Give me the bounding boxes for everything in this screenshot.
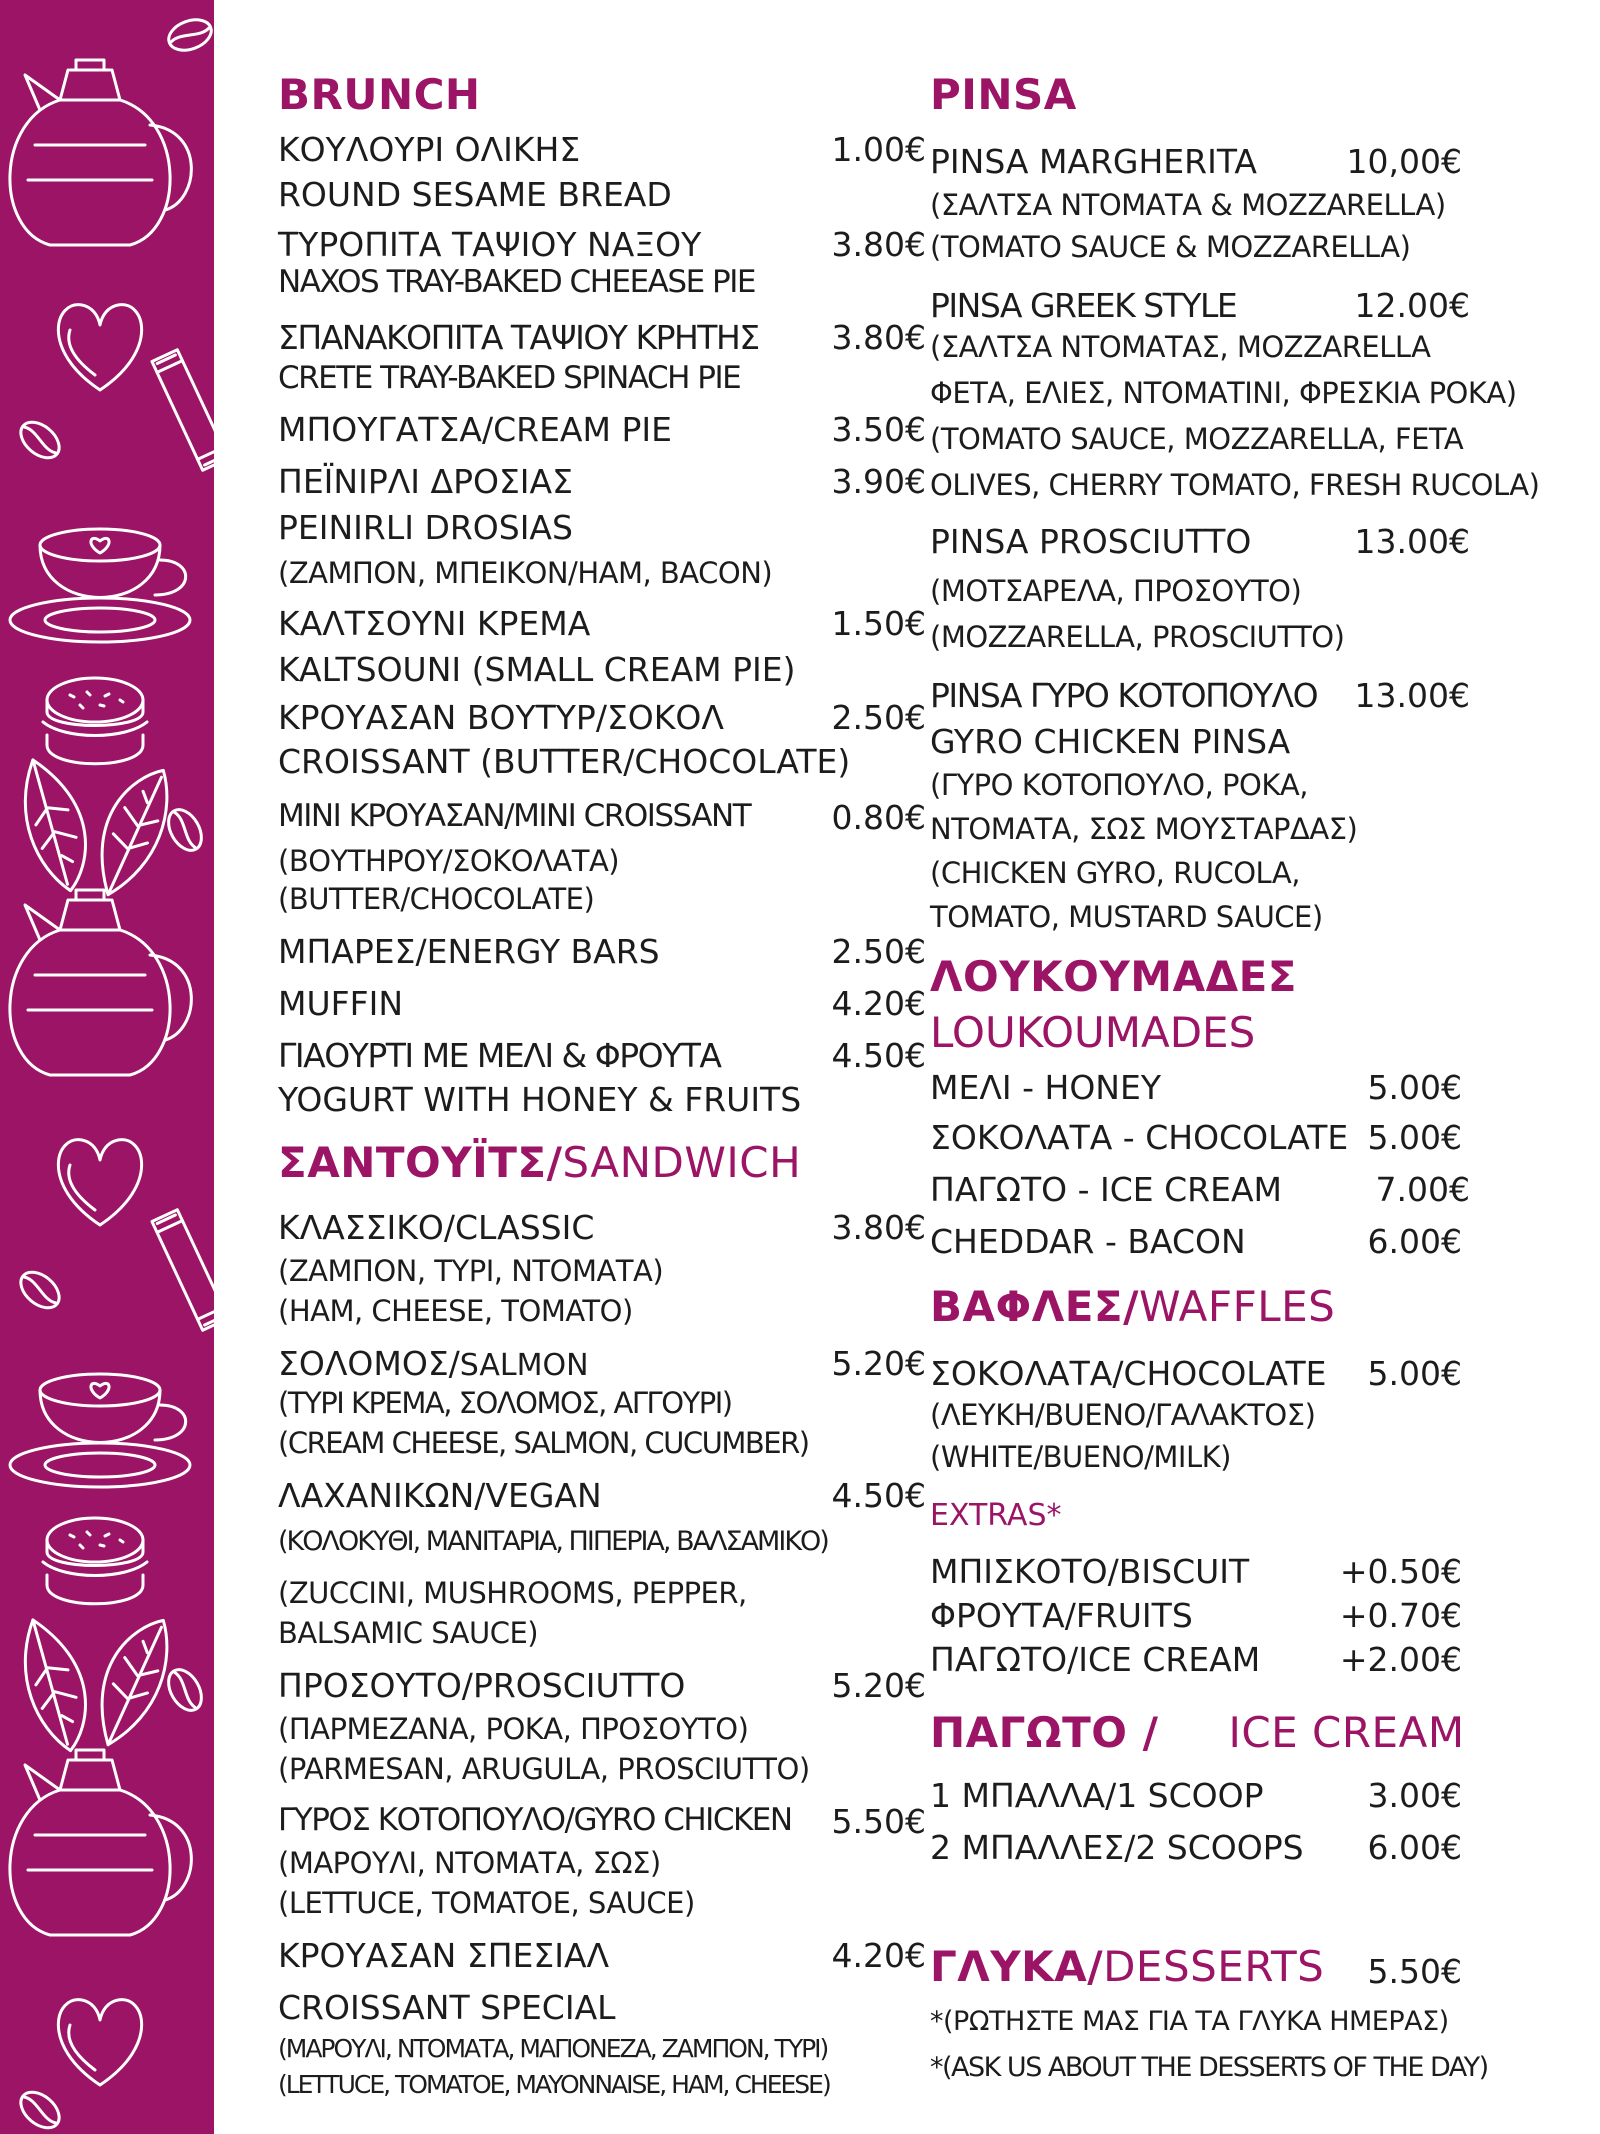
item-price: 3.80€ — [831, 225, 926, 264]
item-name: ΤΥΡΟΠΙΤΑ ΤΑΨΙΟΥ ΝΑΞΟΥ — [278, 225, 702, 264]
desserts-price: 5.50€ — [1367, 1952, 1462, 1991]
item-name-en: FRUITS — [1075, 1596, 1193, 1635]
leaf-icon — [66, 768, 203, 895]
item-description: (ΚΟΛΟΚΥΘΙ, ΜΑΝΙΤΑΡΙΑ, ΠΙΠΕΡΙΑ, ΒΑΛΣΑΜΙΚΟ) — [278, 1526, 828, 1557]
item-price: 3.00€ — [1367, 1776, 1462, 1815]
item-description: (ΒΟΥΤΗΡΟΥ/ΣΟΚΟΛΑΤΑ) — [278, 844, 620, 878]
item-name-en: CREAM PIE — [493, 410, 672, 449]
item-name: ΠΕΪΝΙΡΛΙ ΔΡΟΣΙΑΣ — [278, 462, 573, 501]
sandwich-title: ΣΑΝΤΟΥΪΤΣ/ — [278, 1138, 563, 1187]
item-description: (ΜΟΤΣΑΡΕΛΑ, ΠΡΟΣΟΥΤΟ) — [930, 574, 1302, 608]
item-description: (WHITE/BUENO/MILK) — [930, 1440, 1231, 1474]
extra-item — [930, 1596, 1193, 1635]
waffles-title: ΒΑΦΛΕΣ/ — [930, 1282, 1139, 1331]
item-price: 1.50€ — [831, 604, 926, 643]
item-name-en: PROSCIUTTO — [472, 1666, 686, 1705]
item-description: CROISSANT (BUTTER/CHOCOLATE) — [278, 742, 851, 781]
item-description: CROISSANT SPECIAL — [278, 1988, 616, 2027]
item-price: 4.50€ — [831, 1036, 926, 1075]
item-description: OLIVES, CHERRY TOMATO, FRESH RUCOLA) — [930, 468, 1540, 502]
item-description: ΦΕΤΑ, ΕΛΙΕΣ, ΝΤΟΜΑΤΙΝΙ, ΦΡΕΣΚΙΑ ΡΟΚΑ) — [930, 376, 1517, 410]
waffles-title-en: WAFFLES — [1138, 1282, 1336, 1331]
item-price: 10,00€ — [1346, 142, 1462, 181]
heart-icon — [58, 1140, 141, 1225]
item-description: GYRO CHICKEN PINSA — [930, 722, 1291, 761]
item-name: MUFFIN — [278, 984, 404, 1023]
item-description: (BUTTER/CHOCOLATE) — [278, 882, 595, 916]
sandwich-heading — [278, 1138, 801, 1187]
item-description: (ZUCCINI, MUSHROOMS, PEPPER, — [278, 1576, 747, 1610]
decorative-sidebar — [0, 0, 214, 2134]
item-name: ΜΙΝΙ ΚΡΟΥΑΣΑΝ/ — [278, 798, 514, 834]
item-name: 1 ΜΠΑΛΛΑ/1 SCOOP — [930, 1776, 1264, 1815]
item-description: (LETTUCE, TOMATOE, MAYONNAISE, HAM, CHEESE) — [278, 2070, 830, 2099]
item-description: (PARMESAN, ARUGULA, PROSCIUTTO) — [278, 1752, 810, 1786]
menu-item — [278, 1476, 602, 1515]
item-name-en: GYRO CHICKEN — [573, 1802, 792, 1838]
item-description: (ΜΑΡΟΥΛΙ, ΝΤΟΜΑΤΑ, ΜΑΓΙΟΝΕΖΑ, ΖΑΜΠΟΝ, ΤΥΡΙ) — [278, 2034, 828, 2063]
loukoumades-heading-en: LOUKOUMADES — [930, 1008, 1256, 1057]
item-price: 2.50€ — [831, 698, 926, 737]
item-description: (ΓΥΡΟ ΚΟΤΟΠΟΥΛΟ, ΡΟΚΑ, — [930, 768, 1308, 802]
item-price: 6.00€ — [1367, 1222, 1462, 1261]
item-name: PINSA PROSCIUTTO — [930, 522, 1252, 561]
item-price: 4.50€ — [831, 1476, 926, 1515]
item-name: ΚΑΛΤΣΟΥΝΙ ΚΡΕΜΑ — [278, 604, 591, 643]
item-price: 3.80€ — [831, 318, 926, 357]
coffee-bean-icon — [14, 1265, 66, 1315]
icecream-title: ΠΑΓΩΤΟ / — [930, 1708, 1159, 1757]
desserts-note: *(ΡΩΤΗΣΤΕ ΜΑΣ ΓΙΑ ΤΑ ΓΛΥΚΑ ΗΜΕΡΑΣ) — [930, 2006, 1449, 2037]
item-price: 3.80€ — [831, 1208, 926, 1247]
item-price: 5.00€ — [1367, 1068, 1462, 1107]
menu-item — [278, 1666, 685, 1705]
desserts-title-en: DESSERTS — [1103, 1942, 1325, 1991]
coffee-pot-icon — [10, 60, 191, 245]
coffee-pot-icon — [10, 1750, 191, 1935]
item-description: ROUND SESAME BREAD — [278, 175, 672, 214]
item-name: ΣΟΚΟΛΑΤΑ - CHOCOLATE — [930, 1118, 1349, 1157]
item-name: ΣΟΛΟΜΟΣ/ — [278, 1344, 460, 1383]
item-name-en: BISCUIT — [1118, 1552, 1250, 1591]
coffee-bean-icon — [14, 415, 66, 465]
item-price: 13.00€ — [1354, 522, 1470, 561]
sugar-stick-icon — [152, 350, 214, 471]
item-name: 2 ΜΠΑΛΛΕΣ/2 SCOOPS — [930, 1828, 1304, 1867]
item-price: 4.20€ — [831, 1936, 926, 1975]
item-price: 7.00€ — [1375, 1170, 1470, 1209]
menu-item — [278, 798, 750, 834]
item-name-en: ICE CREAM — [1078, 1640, 1261, 1679]
item-price: 0.80€ — [831, 798, 926, 837]
item-description: (ΖΑΜΠΟΝ, ΤΥΡΙ, ΝΤΟΜΑΤΑ) — [278, 1254, 664, 1288]
item-description: (TOMATO SAUCE, MOZZARELLA, FETA — [930, 422, 1464, 456]
item-description: KALTSOUNI (SMALL CREAM PIE) — [278, 650, 796, 689]
waffles-heading — [930, 1282, 1335, 1331]
item-description: NAXOS TRAY-BAKED CHEEASE PIE — [278, 264, 755, 300]
item-description: (TOMATO SAUCE & MOZZARELLA) — [930, 230, 1411, 264]
item-description: (HAM, CHEESE, TOMATO) — [278, 1294, 633, 1328]
leaf-icon — [0, 760, 111, 892]
item-price: 1.00€ — [831, 130, 926, 169]
item-name: ΠΑΓΩΤΟ/ — [930, 1640, 1079, 1679]
loukoumades-heading: ΛΟΥΚΟΥΜΑΔΕΣ — [930, 952, 1297, 1001]
item-description: (LETTUCE, TOMATOE, SAUCE) — [278, 1886, 695, 1920]
coffee-pot-icon — [10, 890, 191, 1075]
menu-item — [278, 1208, 594, 1247]
item-description: (ΠΑΡΜΕΖΑΝΑ, ΡΟΚΑ, ΠΡΟΣΟΥΤΟ) — [278, 1712, 749, 1746]
item-name: PINSA ΓΥΡΟ ΚΟΤΟΠΟΥΛΟ — [930, 676, 1318, 715]
item-name-en: CLASSIC — [454, 1208, 595, 1247]
item-description: (ΣΑΛΤΣΑ ΝΤΟΜΑΤΑ & MOZZARELLA) — [930, 188, 1446, 222]
item-description: (CHICKEN GYRO, RUCOLA, — [930, 856, 1300, 890]
item-name: ΚΛΑΣΣΙΚΟ/ — [278, 1208, 455, 1247]
brunch-heading: BRUNCH — [278, 70, 481, 119]
heart-icon — [58, 2000, 141, 2085]
macaron-icon — [43, 1518, 147, 1604]
item-name: ΜΠΟΥΓΑΤΣΑ/ — [278, 410, 494, 449]
item-description: (ΜΑΡΟΥΛΙ, ΝΤΟΜΑΤΑ, ΣΩΣ) — [278, 1846, 661, 1880]
item-description: CRETE TRAY-BAKED SPINACH PIE — [278, 360, 741, 396]
item-description: (ΖΑΜΠΟΝ, ΜΠΕΙΚΟΝ/HAM, BACON) — [278, 556, 773, 590]
item-description: (CREAM CHEESE, SALMON, CUCUMBER) — [278, 1426, 809, 1460]
menu-item — [278, 932, 660, 971]
item-price: 5.20€ — [831, 1344, 926, 1383]
item-price: 5.20€ — [831, 1666, 926, 1705]
item-name-en: VEGAN — [485, 1476, 602, 1515]
pinsa-heading: PINSA — [930, 70, 1077, 119]
menu-item — [278, 1344, 589, 1383]
item-name: ΣΟΚΟΛΑΤΑ/CHOCOLATE — [930, 1354, 1327, 1393]
item-name: ΠΑΓΩΤΟ - ICE CREAM — [930, 1170, 1282, 1209]
item-name: CHEDDAR - BACON — [930, 1222, 1246, 1261]
item-name: ΓΙΑΟΥΡΤΙ ΜΕ ΜΕΛΙ & ΦΡΟΥΤΑ — [278, 1036, 721, 1075]
item-name: PINSA MARGHERITA — [930, 142, 1257, 181]
item-price: 5.50€ — [831, 1802, 926, 1841]
item-name-en: SALMON — [459, 1348, 589, 1383]
item-name: ΚΡΟΥΑΣΑΝ ΒΟΥΤΥΡ/ΣΟΚΟΛ — [278, 698, 724, 737]
desserts-title: ΓΛΥΚΑ/ — [930, 1942, 1104, 1991]
icecream-title-en: ICE CREAM — [1228, 1708, 1465, 1757]
item-price: +2.00€ — [1339, 1640, 1462, 1679]
extra-item — [930, 1552, 1249, 1591]
coffee-bean-icon — [14, 2085, 66, 2134]
item-price: +0.70€ — [1339, 1596, 1462, 1635]
item-name: PINSA GREEK STYLE — [930, 286, 1237, 325]
extra-item — [930, 1640, 1260, 1679]
item-description: (ΛΕΥΚΗ/BUENO/ΓΑΛΑΚΤΟΣ) — [930, 1398, 1316, 1432]
desserts-heading — [930, 1942, 1324, 1991]
coffee-bean-icon — [162, 804, 208, 856]
item-name-en: ENERGY BARS — [426, 932, 660, 971]
item-price: 12.00€ — [1354, 286, 1470, 325]
leaf-icon — [0, 1620, 111, 1752]
item-name: ΜΠΙΣΚΟΤΟ/ — [930, 1552, 1119, 1591]
item-name: ΣΠΑΝΑΚΟΠΙΤΑ ΤΑΨΙΟΥ ΚΡΗΤΗΣ — [278, 318, 759, 357]
item-description: (MOZZARELLA, PROSCIUTTO) — [930, 620, 1345, 654]
item-name: ΜΠΑΡΕΣ/ — [278, 932, 427, 971]
coffee-cup-icon — [10, 1374, 190, 1487]
item-price: 2.50€ — [831, 932, 926, 971]
extras-heading: EXTRAS* — [930, 1498, 1062, 1533]
item-name-en: MINI CROISSANT — [513, 798, 751, 834]
item-price: 3.90€ — [831, 462, 926, 501]
menu-item — [278, 1802, 792, 1838]
item-name: ΓΥΡΟΣ ΚΟΤΟΠΟΥΛΟ/ — [278, 1802, 574, 1838]
item-description: TOMATO, MUSTARD SAUCE) — [930, 900, 1323, 934]
item-name: ΠΡΟΣΟΥΤΟ/ — [278, 1666, 473, 1705]
item-price: +0.50€ — [1339, 1552, 1462, 1591]
item-price: 4.20€ — [831, 984, 926, 1023]
item-price: 3.50€ — [831, 410, 926, 449]
item-name: ΜΕΛΙ - HONEY — [930, 1068, 1161, 1107]
macaron-icon — [43, 678, 147, 764]
coffee-bean-icon — [162, 1664, 208, 1716]
item-name: ΦΡΟΥΤΑ/ — [930, 1596, 1076, 1635]
item-description: YOGURT WITH HONEY & FRUITS — [278, 1080, 802, 1119]
item-price: 6.00€ — [1367, 1828, 1462, 1867]
sugar-stick-icon — [152, 1210, 214, 1331]
menu-item — [278, 410, 672, 449]
item-name: ΚΟΥΛΟΥΡΙ ΟΛΙΚΗΣ — [278, 130, 581, 169]
item-price: 13.00€ — [1354, 676, 1470, 715]
item-description: (ΤΥΡΙ ΚΡΕΜΑ, ΣΟΛΟΜΟΣ, ΑΓΓΟΥΡΙ) — [278, 1386, 732, 1420]
icecream-heading — [930, 1708, 1465, 1757]
item-description: PEINIRLI DROSIAS — [278, 508, 573, 547]
coffee-bean-icon — [165, 14, 214, 55]
item-description: ΝΤΟΜΑΤΑ, ΣΩΣ ΜΟΥΣΤΑΡΔΑΣ) — [930, 812, 1358, 846]
item-price: 5.00€ — [1367, 1354, 1462, 1393]
item-description: (ΣΑΛΤΣΑ ΝΤΟΜΑΤΑΣ, MOZZARELLA — [930, 330, 1431, 364]
item-description: BALSAMIC SAUCE) — [278, 1616, 539, 1650]
sandwich-title-en: SANDWICH — [562, 1138, 802, 1187]
desserts-note-en: *(ASK US ABOUT THE DESSERTS OF THE DAY) — [930, 2052, 1488, 2083]
item-name: ΛΑΧΑΝΙΚΩΝ/ — [278, 1476, 486, 1515]
item-price: 5.00€ — [1367, 1118, 1462, 1157]
coffee-cup-icon — [10, 529, 190, 642]
heart-icon — [58, 305, 141, 390]
item-name: ΚΡΟΥΑΣΑΝ ΣΠΕΣΙΑΛ — [278, 1936, 610, 1975]
